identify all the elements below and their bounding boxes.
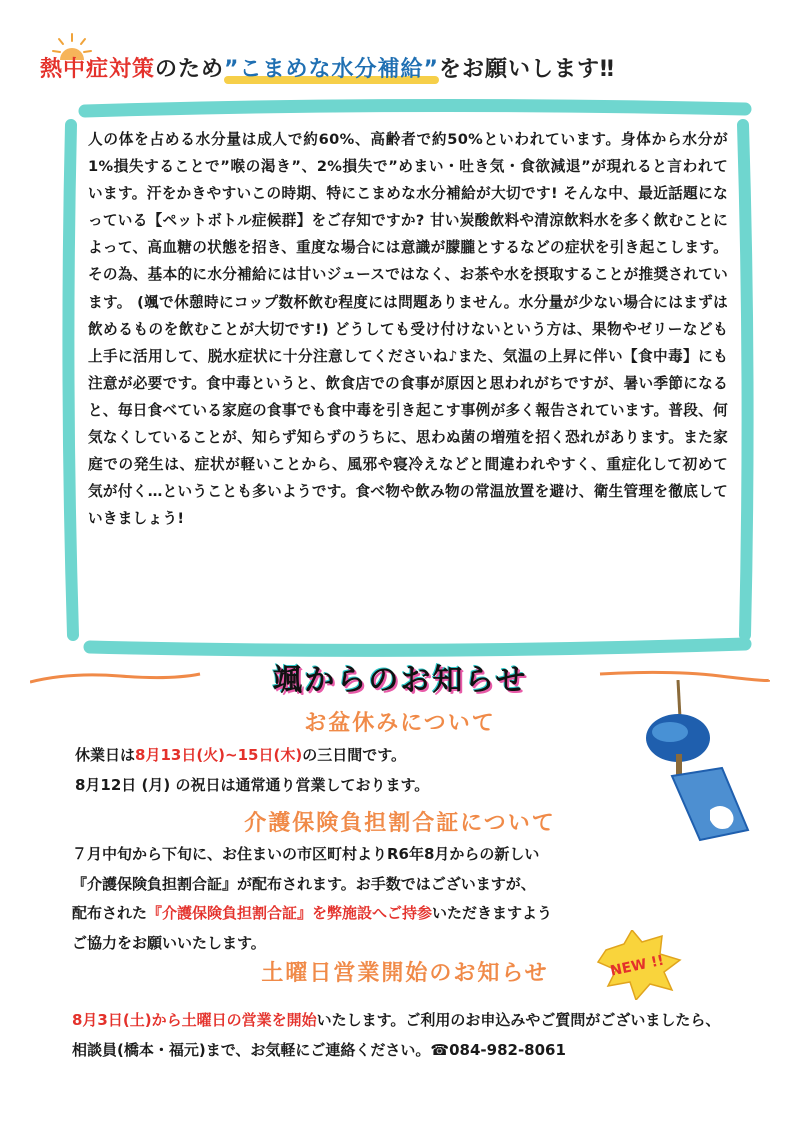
kaigo-line3-prefix: 配布された	[72, 904, 148, 922]
kaigo-heading: 介護保険負担割合証について	[244, 811, 556, 836]
new-badge-label: NEW !!	[608, 952, 666, 980]
obon-closed-days	[75, 744, 675, 765]
saturday-highlight: 8月3日(土)から土曜日の営業を開始	[72, 1011, 317, 1029]
notice-title: 颯からのお知らせ	[272, 663, 528, 698]
phone-number: ☎084-982-8061	[430, 1040, 566, 1059]
saturday-heading: 土曜日営業開始のお知らせ	[261, 961, 549, 986]
saturday-body	[72, 1006, 732, 1065]
obon-heading: お盆休みについて	[304, 711, 496, 736]
kaigo-line4: ご協力をお願いいたします。	[72, 933, 266, 952]
obon-line1-suffix: の三日間です。	[302, 746, 407, 764]
title-part-hydration: ”こまめな水分補給”	[224, 57, 439, 82]
kaigo-line3	[72, 899, 732, 929]
article-body: 人の体を占める水分量は成人で約60%、高齢者で約50%といわれています。身体から水分が1%損失することで”喉の渇き”、2%損失で”めまい・吐き気・食欲減退”が現れると言われています。汗をかきやすいこの時期、特にこまめな水分補給が大切です! そんな中、最近話題になっている【ペットボトル症候群】をご存知ですか? 甘い炭酸飲料や清涼飲料水を多く飲むことによって、高血糖の状態を招き、重度な場合には意識が朦朧とするなどの症状を引き起こします。その為、基本的に水分補給には甘いジュースではなく、お茶や水を摂取することが推奨されています。 (颯で休憩時にコップ数杯飲む程度には問題ありません。水分量が少ない場合にはまずは飲めるものを飲むことが大切です!) どうしても受け付けないという方は、果物やゼリーなども上手に活用して、脱水症状に十分注意してくださいね♪また、気温の上昇に伴い【食中毒】にも注意が必要です。食中毒というと、飲食店での食事が原因と思われがちですが、暑い季節になると、毎日食べている家庭の食事でも食中毒を引き起こす事例が多く報告されています。普段、何気なくしていることが、知らず知らずのうちに、思わぬ菌の増殖を招く恐れがあります。また家庭での発生は、症状が軽いことから、風邪や寝冷えなどと間違われやすく、重症化して初めて気が付く…ということも多いようです。食べ物や飲み物の常温放置を避け、衛生管理を徹底していきましょう!	[88, 131, 728, 528]
title-part-for: のため	[155, 57, 225, 82]
wind-chime-icon	[630, 680, 770, 850]
title-part-request: をお願いします‼	[438, 57, 615, 82]
kaigo-line2: 『介護保険負担割合証』が配布されます。お手数ではございますが、	[72, 874, 536, 893]
title-part-heatstroke: 熱中症対策	[40, 57, 156, 82]
obon-holiday-note: 8月12日 (月) の祝日は通常通り営業しております。	[75, 776, 430, 794]
kaigo-line1: ７月中旬から下旬に、お住まいの市区町村よりR6年8月からの新しい	[72, 845, 540, 863]
kaigo-line3-suffix: いただきますよう	[432, 904, 553, 922]
page-title	[40, 52, 770, 92]
obon-line1-prefix: 休業日は	[75, 746, 136, 764]
obon-dates: 8月13日(火)~15日(木)	[135, 746, 303, 764]
saturday-text: いたします。ご利用のお申込みやご質問がございましたら、相談員(橋本・福元)まで、お気軽にご連絡ください。	[72, 1011, 721, 1059]
new-badge-icon	[596, 930, 682, 1000]
kaigo-highlight: 『介護保険負担割合証』を弊施設へご持参	[147, 904, 433, 922]
